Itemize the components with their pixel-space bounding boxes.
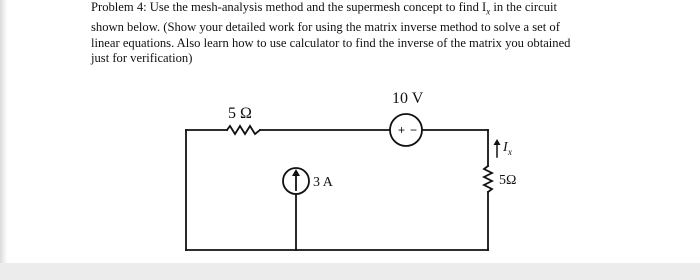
problem-line-3: linear equations. Also learn how to use calculator to find the inverse of the matrix you obtained	[91, 35, 571, 50]
voltage-source-label: 10 V	[392, 90, 424, 107]
problem-line-1-text: Problem 4: Use the mesh-analysis method and the supermesh concept to find I	[91, 0, 487, 14]
voltage-source-minus: −	[410, 123, 418, 137]
problem-line-1-end: in the circuit	[490, 0, 558, 14]
ix-subscript-text: x	[486, 6, 491, 17]
voltage-source-plus: +	[398, 123, 406, 137]
resistor-top-label: 5 Ω	[228, 105, 252, 122]
voltage-source-circle	[390, 114, 422, 146]
problem-line-4: just for verification)	[91, 51, 193, 66]
resistor-right-label: 5Ω	[499, 173, 517, 188]
ix-label-subscript: x	[508, 147, 512, 157]
problem-line-2: shown below. (Show your detailed work for using the matrix inverse method to solve a set of	[91, 20, 560, 35]
current-source-label: 3 A	[313, 175, 333, 190]
ix-arrow-head	[494, 139, 501, 145]
resistor-5-ohm-right	[484, 166, 492, 192]
ix-label: I	[503, 140, 508, 155]
resistor-5-ohm-top	[227, 126, 260, 134]
